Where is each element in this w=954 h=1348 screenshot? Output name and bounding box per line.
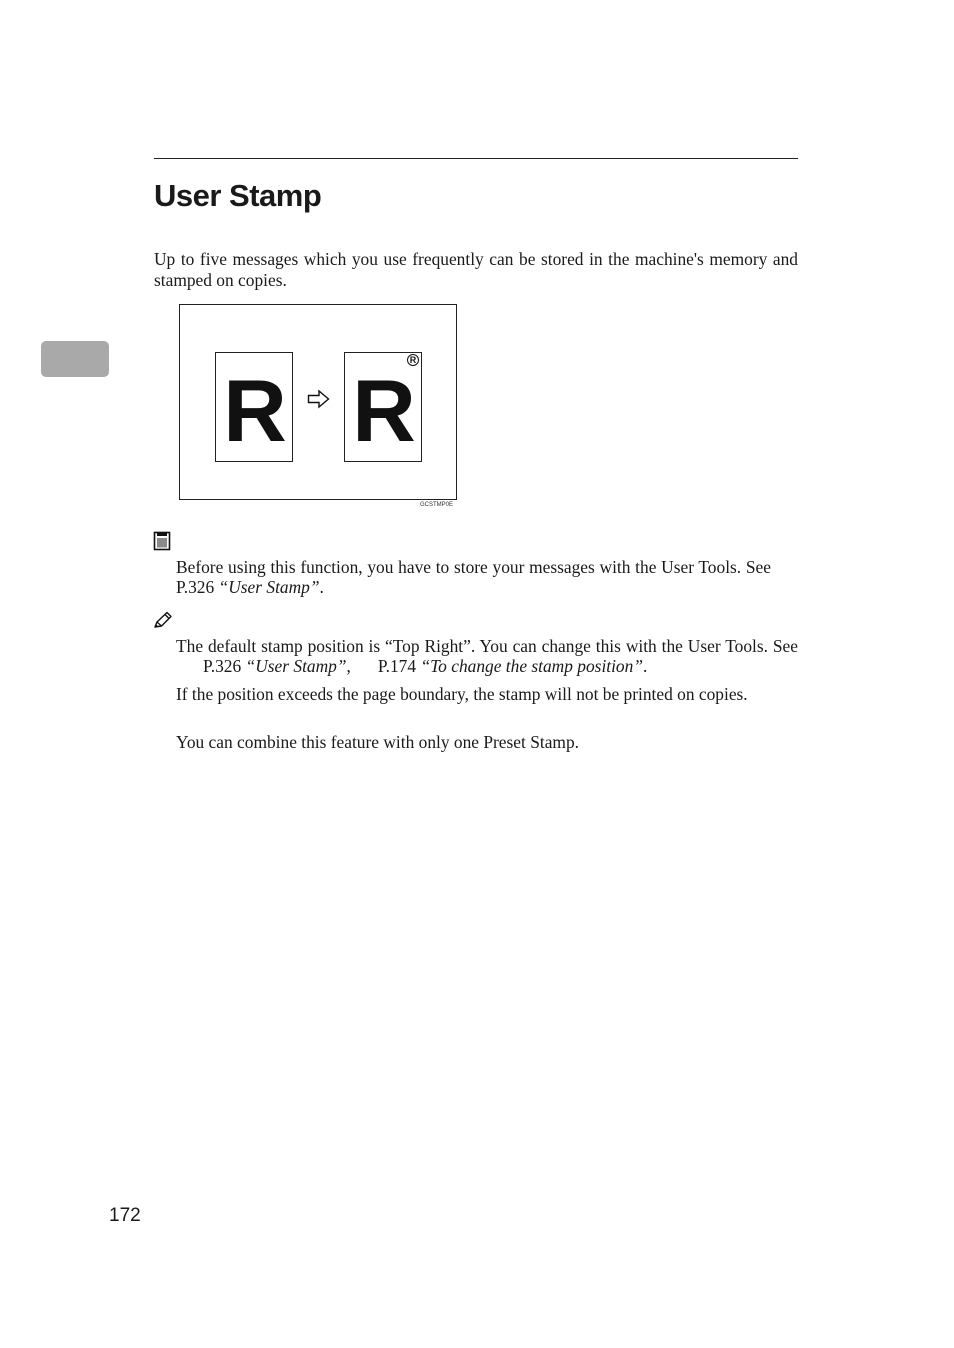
- note-end: .: [319, 577, 324, 597]
- stamp-mark: R: [407, 354, 419, 366]
- original-sheet: [215, 352, 293, 462]
- reference-ref2-page: P.174: [377, 656, 417, 676]
- reference-item-3: You can combine this feature with only one Preset Stamp.: [176, 732, 579, 752]
- header-rule: [154, 158, 798, 159]
- page-number: 172: [109, 1205, 141, 1226]
- arrow-right-icon: [307, 389, 331, 409]
- reference-item-2: If the position exceeds the page boundary, the stamp will not be printed on copies.: [176, 684, 748, 704]
- intro-paragraph: Up to five messages which you use frequently can be stored in the machine's memory and stamped on copies.: [154, 249, 798, 290]
- page-title: User Stamp: [154, 178, 322, 213]
- figure-code: GCSTMP0E: [420, 502, 454, 508]
- reference-ref1-page: P.326: [203, 656, 242, 676]
- note-icon: [153, 531, 171, 551]
- reference-end: .: [643, 656, 648, 676]
- stamped-letter: R: [352, 361, 414, 460]
- chapter-tab: [41, 341, 109, 377]
- reference-item-1-text: The default stamp position is “Top Right”. You can change this with the User Tools. See: [176, 636, 798, 656]
- note-paragraph: [176, 557, 798, 597]
- note-text: Before using this function, you have to store your messages with the User Tools. See: [176, 557, 771, 577]
- note-ref-title: “User Stamp”: [218, 577, 320, 597]
- note-ref-page: P.326: [176, 577, 215, 597]
- reference-item-1: [176, 636, 798, 676]
- pencil-icon: [153, 611, 173, 629]
- original-letter: R: [223, 361, 285, 460]
- reference-sep: ,: [346, 656, 351, 676]
- reference-ref2-title: “To change the stamp position”: [420, 656, 643, 676]
- reference-ref1-title: “User Stamp”: [245, 656, 347, 676]
- stamped-sheet: [344, 352, 422, 462]
